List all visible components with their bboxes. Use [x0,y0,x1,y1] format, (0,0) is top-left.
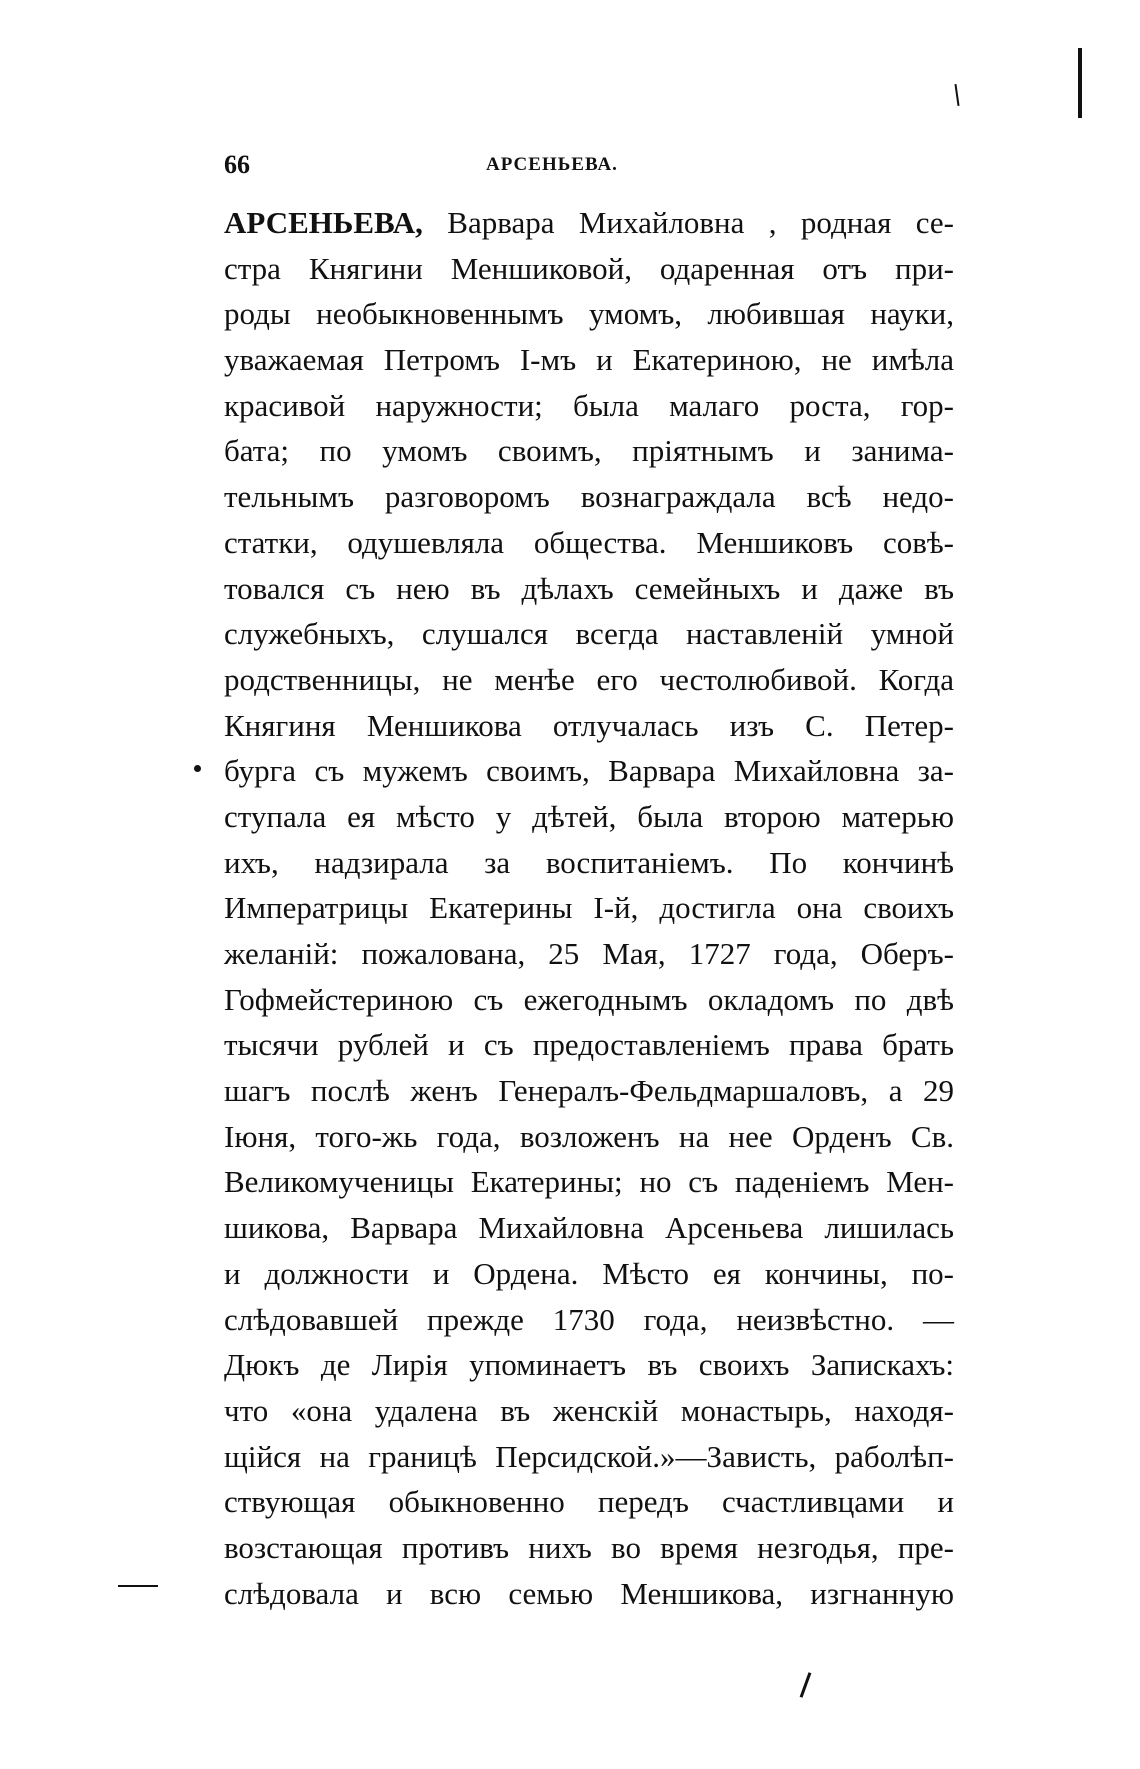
text-line: шагъ послѣ женъ Генералъ-Фельдмаршаловъ, а 29 [224,1073,954,1109]
text-line: шикова, Варвара Михайловна Арсеньева лишилась [224,1210,954,1246]
text-line: ствующая обыкновенно передъ счастливцами и [224,1484,954,1520]
running-head [224,150,924,190]
text-line: стра Княгини Меншиковой, одаренная отъ при- [224,250,954,286]
first-line-text: Варвара Михайловна , родная се- [447,205,954,240]
text-line [224,200,954,246]
text-line: щійся на границѣ Персидской.»—Зависть, раболѣп- [224,1438,954,1474]
text-line: Іюня, того-жь года, возложенъ на нее Орденъ Св. [224,1118,954,1154]
ink-stroke-mark [800,1672,812,1697]
ink-dot-mark [194,765,201,772]
text-line: родственницы, не менѣе его честолюбивой. Когда [224,661,954,697]
text-line: Княгиня Меншикова отлучалась изъ С. Петер- [224,707,954,743]
scan-edge-mark [1078,48,1082,118]
text-line: Великомученицы Екатерины; но съ паденіемъ Мен- [224,1164,954,1200]
text-line: служебныхъ, слушался всегда наставленій умной [224,616,954,652]
text-line: статки, одушевляла общества. Меншиковъ совѣ- [224,524,954,560]
scan-tick-mark [954,84,959,106]
text-line: Дюкъ де Лирія упоминаетъ въ своихъ Запискахъ: [224,1347,954,1383]
text-line: слѣдовала и всю семью Меншикова, изгнанную [224,1575,954,1611]
text-line: ступала ея мѣсто у дѣтей, была второю матерью [224,798,954,834]
text-line: тельнымъ разговоромъ вознаграждала всѣ недо- [224,479,954,515]
entry-text [224,200,954,1616]
entry-headword: АРСЕНЬЕВА, [224,205,423,240]
text-line: возстающая противъ нихъ во время незгодья, пре- [224,1529,954,1565]
running-head-title: АРСЕНЬЕВА. [486,154,618,175]
text-line: тысячи рублей и съ предоставленіемъ права брать [224,1027,954,1063]
text-line: товался съ нею въ дѣлахъ семейныхъ и даже въ [224,570,954,606]
text-line: роды необыкновеннымъ умомъ, любившая науки, [224,296,954,332]
text-line: Императрицы Екатерины I-й, достигла она своихъ [224,890,954,926]
text-line: бурга съ мужемъ своимъ, Варвара Михайловна за- [224,753,954,789]
text-line: ихъ, надзирала за воспитаніемъ. По кончинѣ [224,844,954,880]
text-line: Гофмейстериною съ ежегоднымъ окладомъ по двѣ [224,981,954,1017]
text-line: что «она удалена въ женскій монастырь, находя- [224,1392,954,1428]
text-line: желаній: пожалована, 25 Мая, 1727 года, Оберъ- [224,936,954,971]
page-number: 66 [224,150,250,179]
text-line: слѣдовавшей прежде 1730 года, неизвѣстно. — [224,1301,954,1337]
margin-dash-mark [118,1585,158,1587]
text-line: красивой наружности; была малаго роста, гор- [224,387,954,423]
text-line: и должности и Ордена. Мѣсто ея кончины, по- [224,1255,954,1291]
text-line: бата; по умомъ своимъ, пріятнымъ и занима- [224,433,954,469]
text-line: уважаемая Петромъ I-мъ и Екатериною, не имѣла [224,342,954,378]
